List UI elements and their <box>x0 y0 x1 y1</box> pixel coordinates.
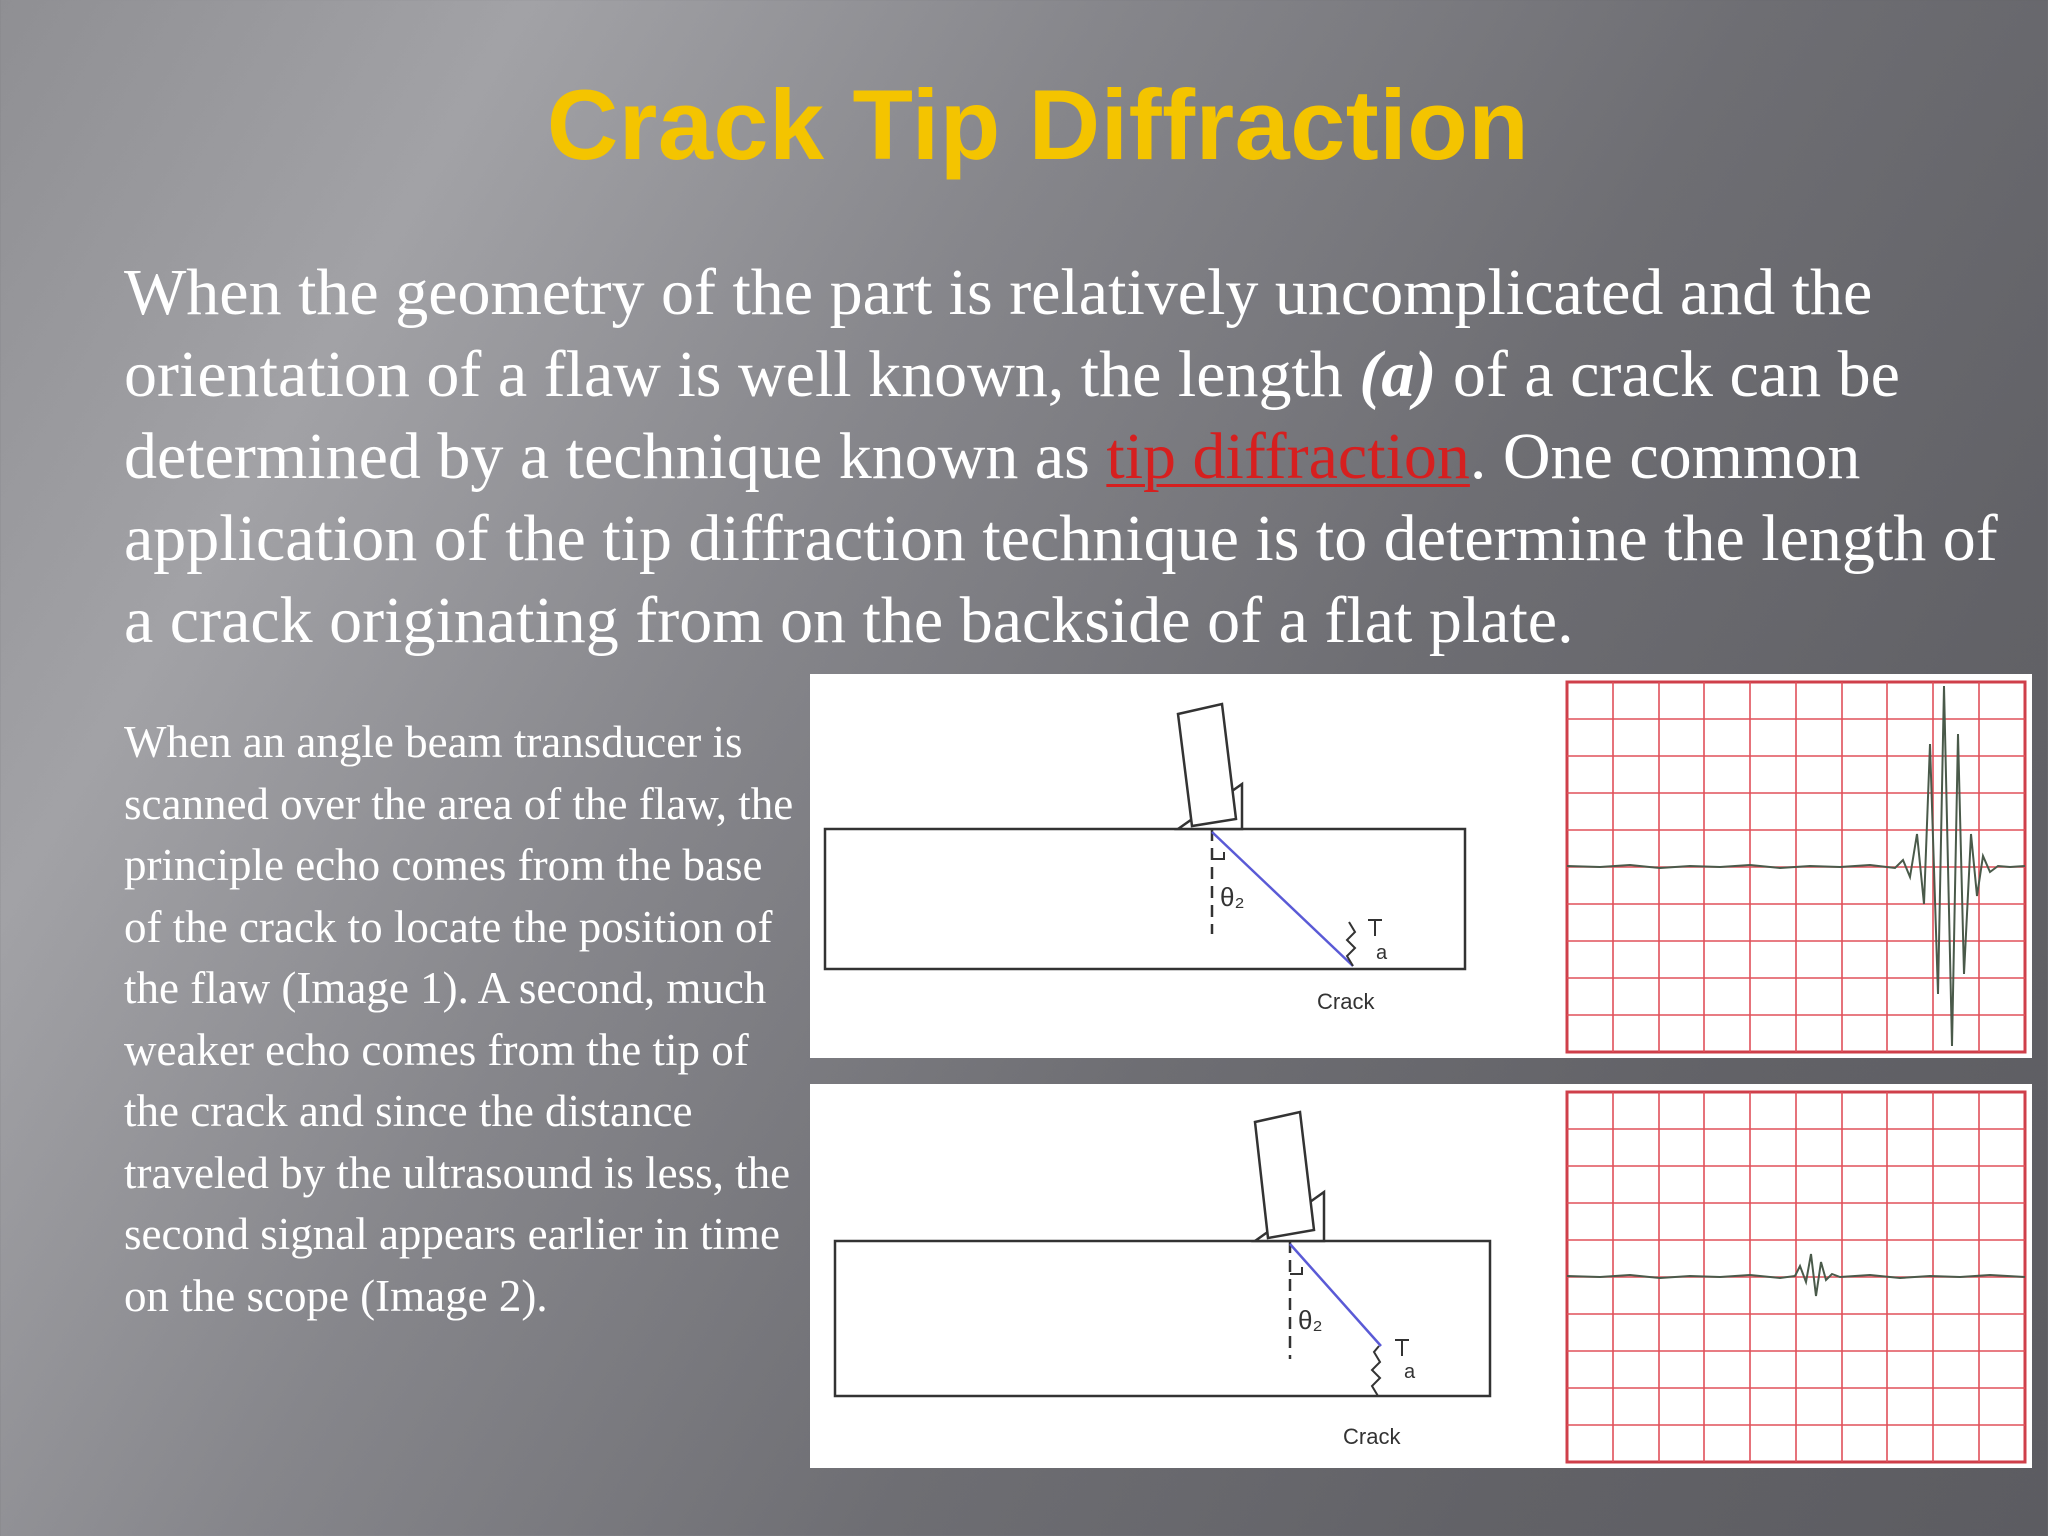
plate-diagram <box>835 1112 1490 1449</box>
side-paragraph: When an angle beam transducer is scanned over the area of the flaw, the principle echo comes from the base of the crack to locate the position of the flaw (Image 1). A second, much weaker echo comes from the tip of the crack and since the distance traveled by the ultrasound is less, the second signal appears earlier in time on the scope (Image 2). <box>124 717 794 1321</box>
transducer-icon <box>1255 1112 1324 1241</box>
crack-label: Crack <box>1343 1424 1401 1449</box>
transducer-icon <box>1178 704 1242 829</box>
image-1 <box>810 674 2032 1058</box>
theta-label: θ₂ <box>1298 1305 1323 1335</box>
theta-label: θ₂ <box>1220 882 1245 912</box>
a-label: a <box>1404 1361 1416 1383</box>
intro-text-2: of a crack can be determined by a technique known as <box>124 338 1900 493</box>
intro-text-1: When the geometry of the part is relatively uncomplicated and the orientation of a flaw is well known, the length <box>124 256 1873 411</box>
tip-diffraction-link[interactable]: tip diffraction <box>1106 420 1470 493</box>
crack-mark <box>1372 1346 1380 1396</box>
plate <box>825 829 1465 969</box>
plate <box>835 1241 1490 1396</box>
intro-text-3: . One common application of the tip diffraction technique is to determine the length of a crack originating from on the backside of a flat plate. <box>124 420 1998 657</box>
crack-label: Crack <box>1317 989 1375 1014</box>
scope-display <box>1567 1092 2025 1462</box>
slide-title: Crack Tip Diffraction <box>546 69 1530 180</box>
crack-length-symbol: (a) <box>1359 338 1437 411</box>
crack-mark <box>1347 922 1355 966</box>
plate-diagram <box>825 704 1465 1014</box>
a-label: a <box>1376 942 1388 964</box>
scope-display <box>1567 682 2025 1052</box>
image-2 <box>810 1084 2032 1468</box>
intro-paragraph <box>124 252 2014 662</box>
